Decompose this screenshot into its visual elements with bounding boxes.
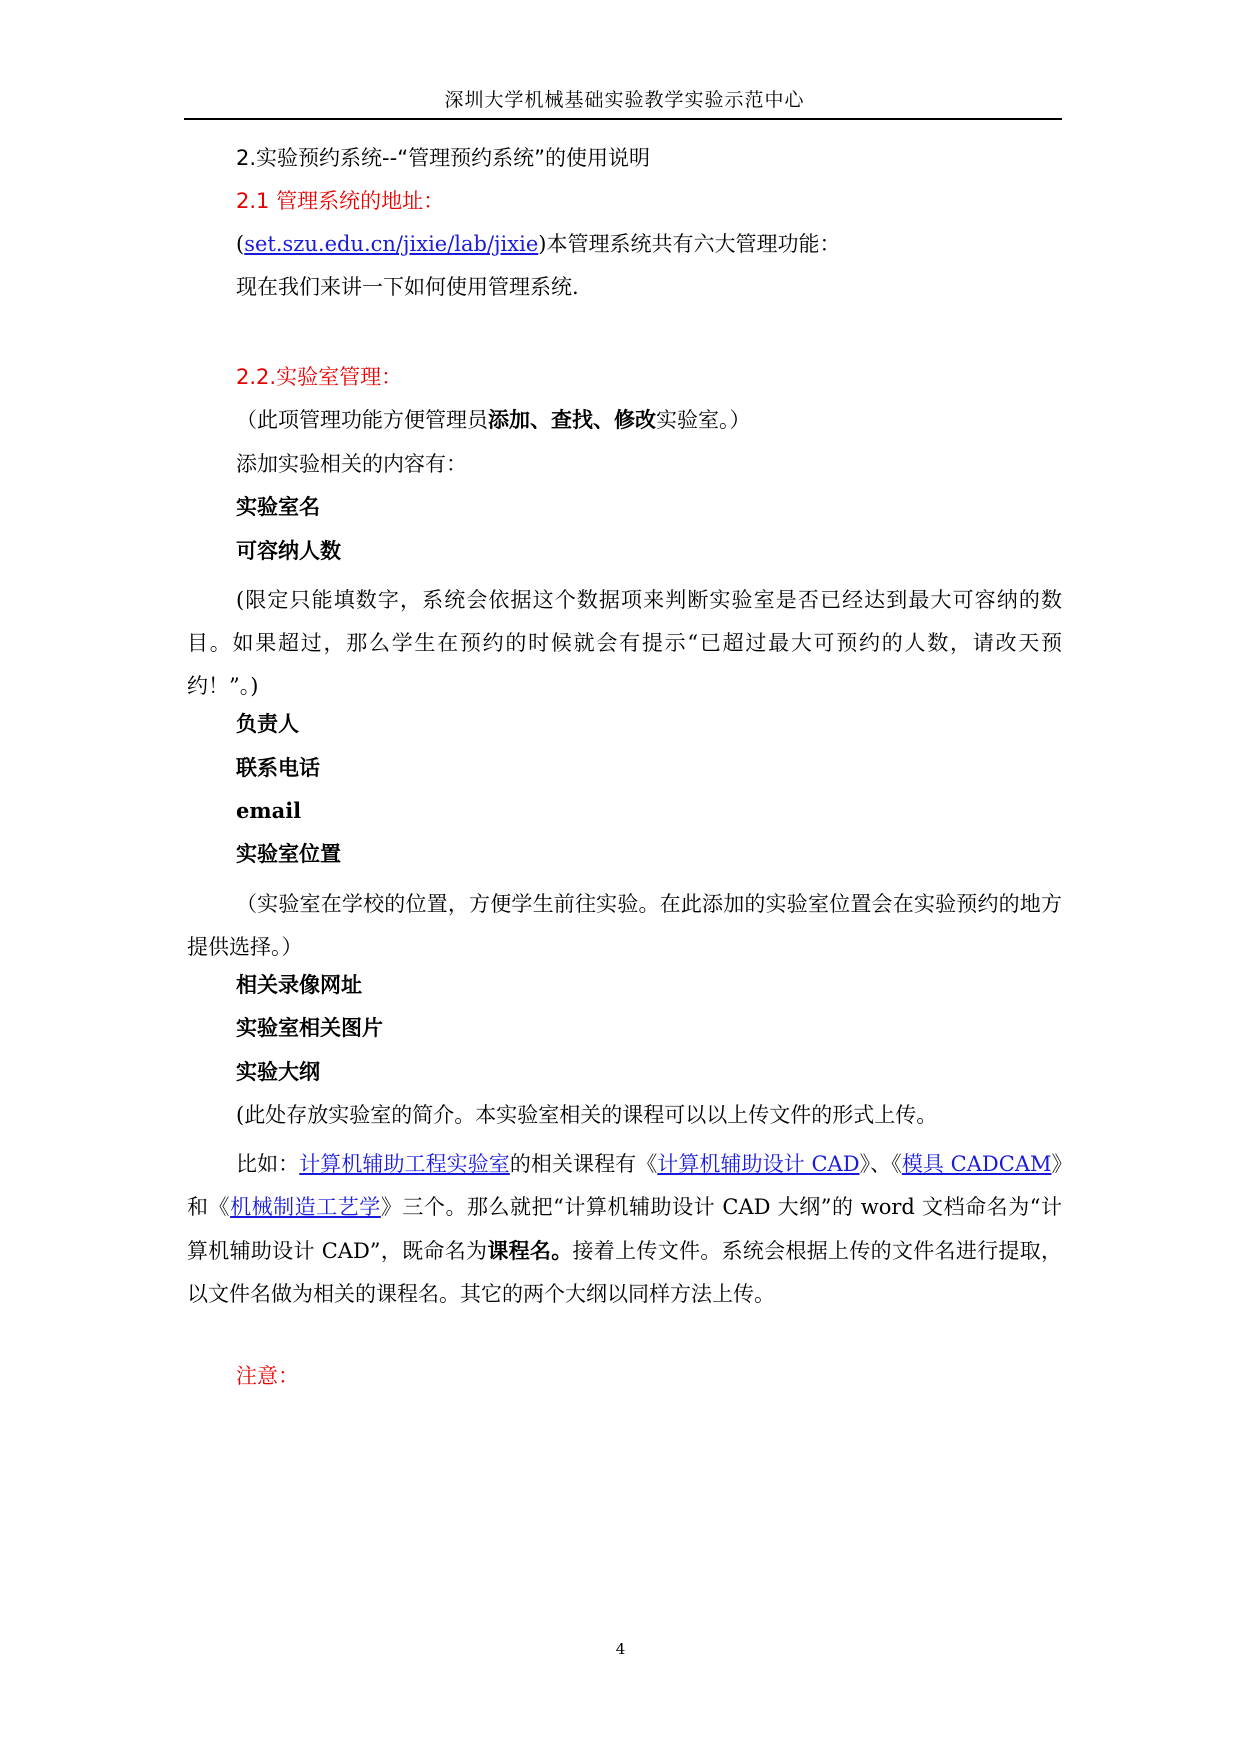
example-text: 接着上传文件。系统会根据上传的文件名进行提取，以文件名做为相关的课程名。其它的两个大纲以同样方法上传。 — [187, 1239, 1063, 1306]
address-open-paren: ( — [236, 232, 245, 256]
field-lab-name: 实验室名 — [236, 494, 320, 519]
location-note: （实验室在学校的位置，方便学生前往实验。在此添加的实验室位置会在实验预约的地方提供选择。） — [187, 892, 1062, 959]
subsection-heading-lab-management: 2.2.实验室管理： — [236, 365, 403, 389]
system-address-link[interactable]: set.szu.edu.cn/jixie/lab/jixie — [244, 232, 539, 256]
intro-text: 现在我们来讲一下如何使用管理系统. — [236, 275, 579, 299]
header-divider — [184, 118, 1062, 120]
field-owner: 负责人 — [236, 711, 299, 736]
lab-management-description — [236, 405, 1106, 435]
outline-example-paragraph — [187, 1143, 1062, 1316]
field-email: email — [236, 798, 302, 823]
description-actions: 添加、查找、修改 — [488, 407, 656, 432]
note-label: 注意： — [236, 1364, 299, 1388]
field-video-url: 相关录像网址 — [236, 972, 362, 997]
outline-note: (此处存放实验室的简介。本实验室相关的课程可以以上传文件的形式上传。 — [236, 1103, 938, 1127]
page-number: 4 — [615, 1640, 626, 1658]
section-heading: 2.实验预约系统--“管理预约系统”的使用说明 — [236, 146, 650, 170]
page-header: 深圳大学机械基础实验教学实验示范中心 — [444, 89, 805, 111]
example-text: 的相关课程有《 — [509, 1152, 658, 1176]
address-line — [236, 229, 1106, 259]
example-text: 》、《 — [859, 1152, 902, 1176]
description-prefix: （此项管理功能方便管理员 — [236, 408, 488, 432]
field-location: 实验室位置 — [236, 841, 341, 866]
example-prefix: 比如： — [236, 1152, 300, 1176]
field-outline: 实验大纲 — [236, 1059, 320, 1084]
example-text: 》三个。那么就把“计算机辅助设计 CAD 大纲”的 word 文档命名为“计算机辅助设计 CAD”，既命名为 — [187, 1195, 1063, 1263]
add-content-intro: 添加实验相关的内容有： — [236, 452, 467, 476]
field-lab-images: 实验室相关图片 — [236, 1015, 383, 1040]
example-text: 》和《 — [187, 1152, 1063, 1219]
address-rest-text: )本管理系统共有六大管理功能： — [538, 232, 841, 256]
course-name-emphasis: 课程名。 — [487, 1238, 573, 1263]
field-capacity: 可容纳人数 — [236, 538, 341, 563]
link-course-manufacturing[interactable]: 机械制造工艺学 — [230, 1195, 381, 1219]
link-course-cadcam[interactable]: 模具 CADCAM — [901, 1152, 1052, 1176]
subsection-heading-address: 2.1 管理系统的地址： — [236, 189, 445, 213]
capacity-note: (限定只能填数字，系统会依据这个数据项来判断实验室是否已经达到最大可容纳的数目。如果超过，那么学生在预约的时候就会有提示“已超过最大可预约的人数，请改天预约！”。) — [187, 588, 1062, 698]
link-course-cad[interactable]: 计算机辅助设计 CAD — [657, 1152, 860, 1176]
description-suffix: 实验室。） — [656, 408, 751, 432]
field-phone: 联系电话 — [236, 755, 320, 780]
link-cae-lab[interactable]: 计算机辅助工程实验室 — [299, 1152, 510, 1176]
